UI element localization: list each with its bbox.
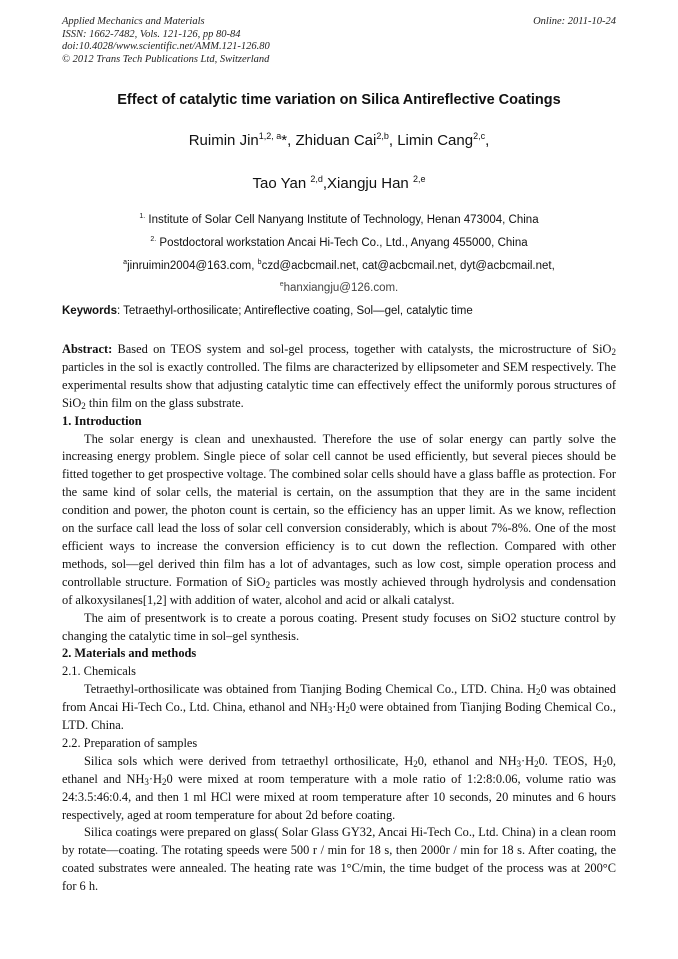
subscript: 3 xyxy=(144,776,149,787)
author-affil-sup: 2,e xyxy=(412,174,426,184)
author-name: , Limin Cang xyxy=(388,132,474,149)
email-text: czd@acbcmail.net, cat@acbcmail.net, dyt@acbcmail.net, xyxy=(261,259,555,272)
email-sup: b xyxy=(257,258,262,266)
paper-body xyxy=(62,341,616,896)
abstract-text: Based on TEOS system and sol-gel process, together with catalysts, the microstructure of SiO xyxy=(112,342,612,356)
email-sup: a xyxy=(123,258,128,266)
chemicals-paragraph xyxy=(62,681,616,735)
paragraph-text: 0 was obtained from Ancai Hi-Tech Co., Ltd. China, ethanol and NH xyxy=(62,682,616,715)
author-name: Tao Yan xyxy=(252,175,311,192)
author-name: , Zhiduan Cai xyxy=(287,132,377,149)
email-sup: e xyxy=(279,281,284,289)
corresponding-mark: * xyxy=(281,132,288,149)
author-affil-sup: 2,d xyxy=(310,174,323,184)
paragraph-text: 0, ethanol and NH xyxy=(417,753,517,768)
affiliations xyxy=(0,207,678,298)
email-line-1 xyxy=(0,253,678,276)
affiliation-text: Postdoctoral workstation Ancai Hi-Tech Co., Ltd., Anyang 455000, China xyxy=(156,236,528,249)
affiliation-1 xyxy=(0,207,678,230)
affiliation-sup: 1. xyxy=(139,213,146,220)
paragraph-text: ·H xyxy=(521,753,535,768)
preparation-paragraph-2: Silica coatings were prepared on glass( Solar Glass GY32, Ancai Hi-Tech Co., Ltd. China) in a clean room by rotate—coating. The rotating speeds were 500 r / min for 18 s, then 2000r / min for 18 s. After coating, the coated substrates were annealed. The heating rate was 1°C/min, the time budget of the process was at 200°C for 6 h. xyxy=(62,825,616,894)
paragraph-text: ·H xyxy=(148,771,162,786)
paragraph-text: Tetraethyl-orthosilicate was obtained from Tianjing Boding Chemical Co., LTD. China. H xyxy=(84,682,536,697)
subscript: 3 xyxy=(327,705,333,716)
intro-paragraph-2: The aim of presentwork is to create a porous coating. Present study focuses on SiO2 stucture control by changing the catalytic time in sol–gel synthesis. xyxy=(62,610,616,643)
subscript: 2 xyxy=(345,705,350,716)
subscript: 3 xyxy=(516,758,522,769)
subscript: 2 xyxy=(161,776,167,787)
keywords-text: : Tetraethyl-orthosilicate; Antireflective coating, Sol—gel, catalytic time xyxy=(116,305,473,317)
paragraph-text: 0, ethanel and NH xyxy=(62,753,616,786)
keywords xyxy=(62,305,616,317)
subscript: 2 xyxy=(413,758,418,769)
author-name: Ruimin Jin xyxy=(188,132,259,149)
intro-paragraph-1 xyxy=(62,431,616,610)
keywords-label: Keywords xyxy=(62,305,117,317)
section-heading-introduction: 1. Introduction xyxy=(62,413,142,428)
section-heading-methods: 2. Materials and methods xyxy=(62,646,197,661)
subscript: 2 xyxy=(265,579,271,590)
subscript: 2 xyxy=(611,347,616,357)
abstract-text: thin film on the glass substrate. xyxy=(85,395,244,410)
author-affil-sup: 1,2, a xyxy=(258,131,282,141)
paragraph-text: Silica sols which were derived from tetraethyl orthosilicate, H xyxy=(84,753,414,768)
subscript: 2 xyxy=(602,758,607,769)
email-text: hanxiangju@126.com. xyxy=(283,282,399,295)
subscript: 2 xyxy=(81,400,86,411)
author-affil-sup: 2,c xyxy=(473,131,486,141)
paragraph-text: The solar energy is clean and unexhausted. Therefore the use of solar energy can partly solve the increasing energy problem. Single piece of solar cell cannot be used efficiently, but several pieces should be fitted together to get prospective voltage. The combined solar cells should have a glass baffle as protection. For the same kind of solar cells, the material is certain, on the assumption that they are in the same incident condition and power, the photon count is certain, so the efficiency has an upper limit. As we know, reflection on the surface call lead the loss of solar cell conversion considerably, which is about 7%-8%. One of the most efficient ways to increase the conversion efficiency is to cut down the reflection. Compared with other methods, sol—gel derived thin film has a lot of advantages, such as low cost, simple operation process and controllable structure. Formation of SiO xyxy=(62,431,616,589)
subsection-heading-chemicals: 2.1. Chemicals xyxy=(62,664,136,679)
author-line-2 xyxy=(0,174,678,192)
issn-line: ISSN: 1662-7482, Vols. 121-126, pp 80-84 xyxy=(62,28,241,40)
abstract-text: particles in the sol is exactly controlled. The films are characterized by ellipsometer and SEM respectively. The experimental results show that adjusting catalytic time can effectively effect the uniformly porous structures of SiO xyxy=(62,359,616,410)
email-text: jinruimin2004@163.com, xyxy=(127,259,258,272)
doi-line: doi:10.4028/www.scientific.net/AMM.121-126.80 xyxy=(62,41,270,52)
copyright-line: © 2012 Trans Tech Publications Ltd, Switzerland xyxy=(62,53,270,65)
abstract-label: Abstract: xyxy=(62,342,113,356)
paper-title: Effect of catalytic time variation on Silica Antireflective Coatings xyxy=(117,92,561,108)
subsection-heading-preparation: 2.2. Preparation of samples xyxy=(62,735,198,750)
author-line-1 xyxy=(0,131,678,149)
affiliation-2 xyxy=(0,230,678,253)
paragraph-text: 0 were obtained from Tianjing Boding Chemical Co., LTD. China. xyxy=(62,700,617,733)
affiliation-text: Institute of Solar Cell Nanyang Institute of Technology, Henan 473004, China xyxy=(145,213,539,226)
abstract xyxy=(62,341,616,413)
preparation-paragraph-1 xyxy=(62,753,616,825)
online-date: Online: 2011-10-24 xyxy=(533,16,616,27)
subscript: 2 xyxy=(534,758,539,769)
author-separator: , xyxy=(485,132,490,149)
email-line-2 xyxy=(0,275,678,298)
paragraph-text: ·H xyxy=(332,700,346,715)
subscript: 2 xyxy=(535,687,541,698)
author-affil-sup: 2,b xyxy=(376,131,389,141)
journal-name: Applied Mechanics and Materials xyxy=(62,16,205,27)
paragraph-text: 0 were mixed at room temperature with a mole ratio of 1:2:8:0.06, volume ratio was 24:3.5:46:0.4, and then 1 ml HCl were mixed at room temperature after 10 seconds, 20 minutes and 6 hours respectively, aged at room temperature for about 2d before coating. xyxy=(62,771,616,822)
affiliation-sup: 2. xyxy=(150,235,157,243)
journal-header xyxy=(62,16,616,66)
paragraph-text: particles was mostly achieved through hydrolysis and condensation of alkoxysilanes[1,2] with addition of water, alcohol and acid or alkali catalyst. xyxy=(62,574,616,607)
author-name: ,Xiangju Han xyxy=(322,175,413,192)
paragraph-text: 0. TEOS, H xyxy=(538,753,603,768)
